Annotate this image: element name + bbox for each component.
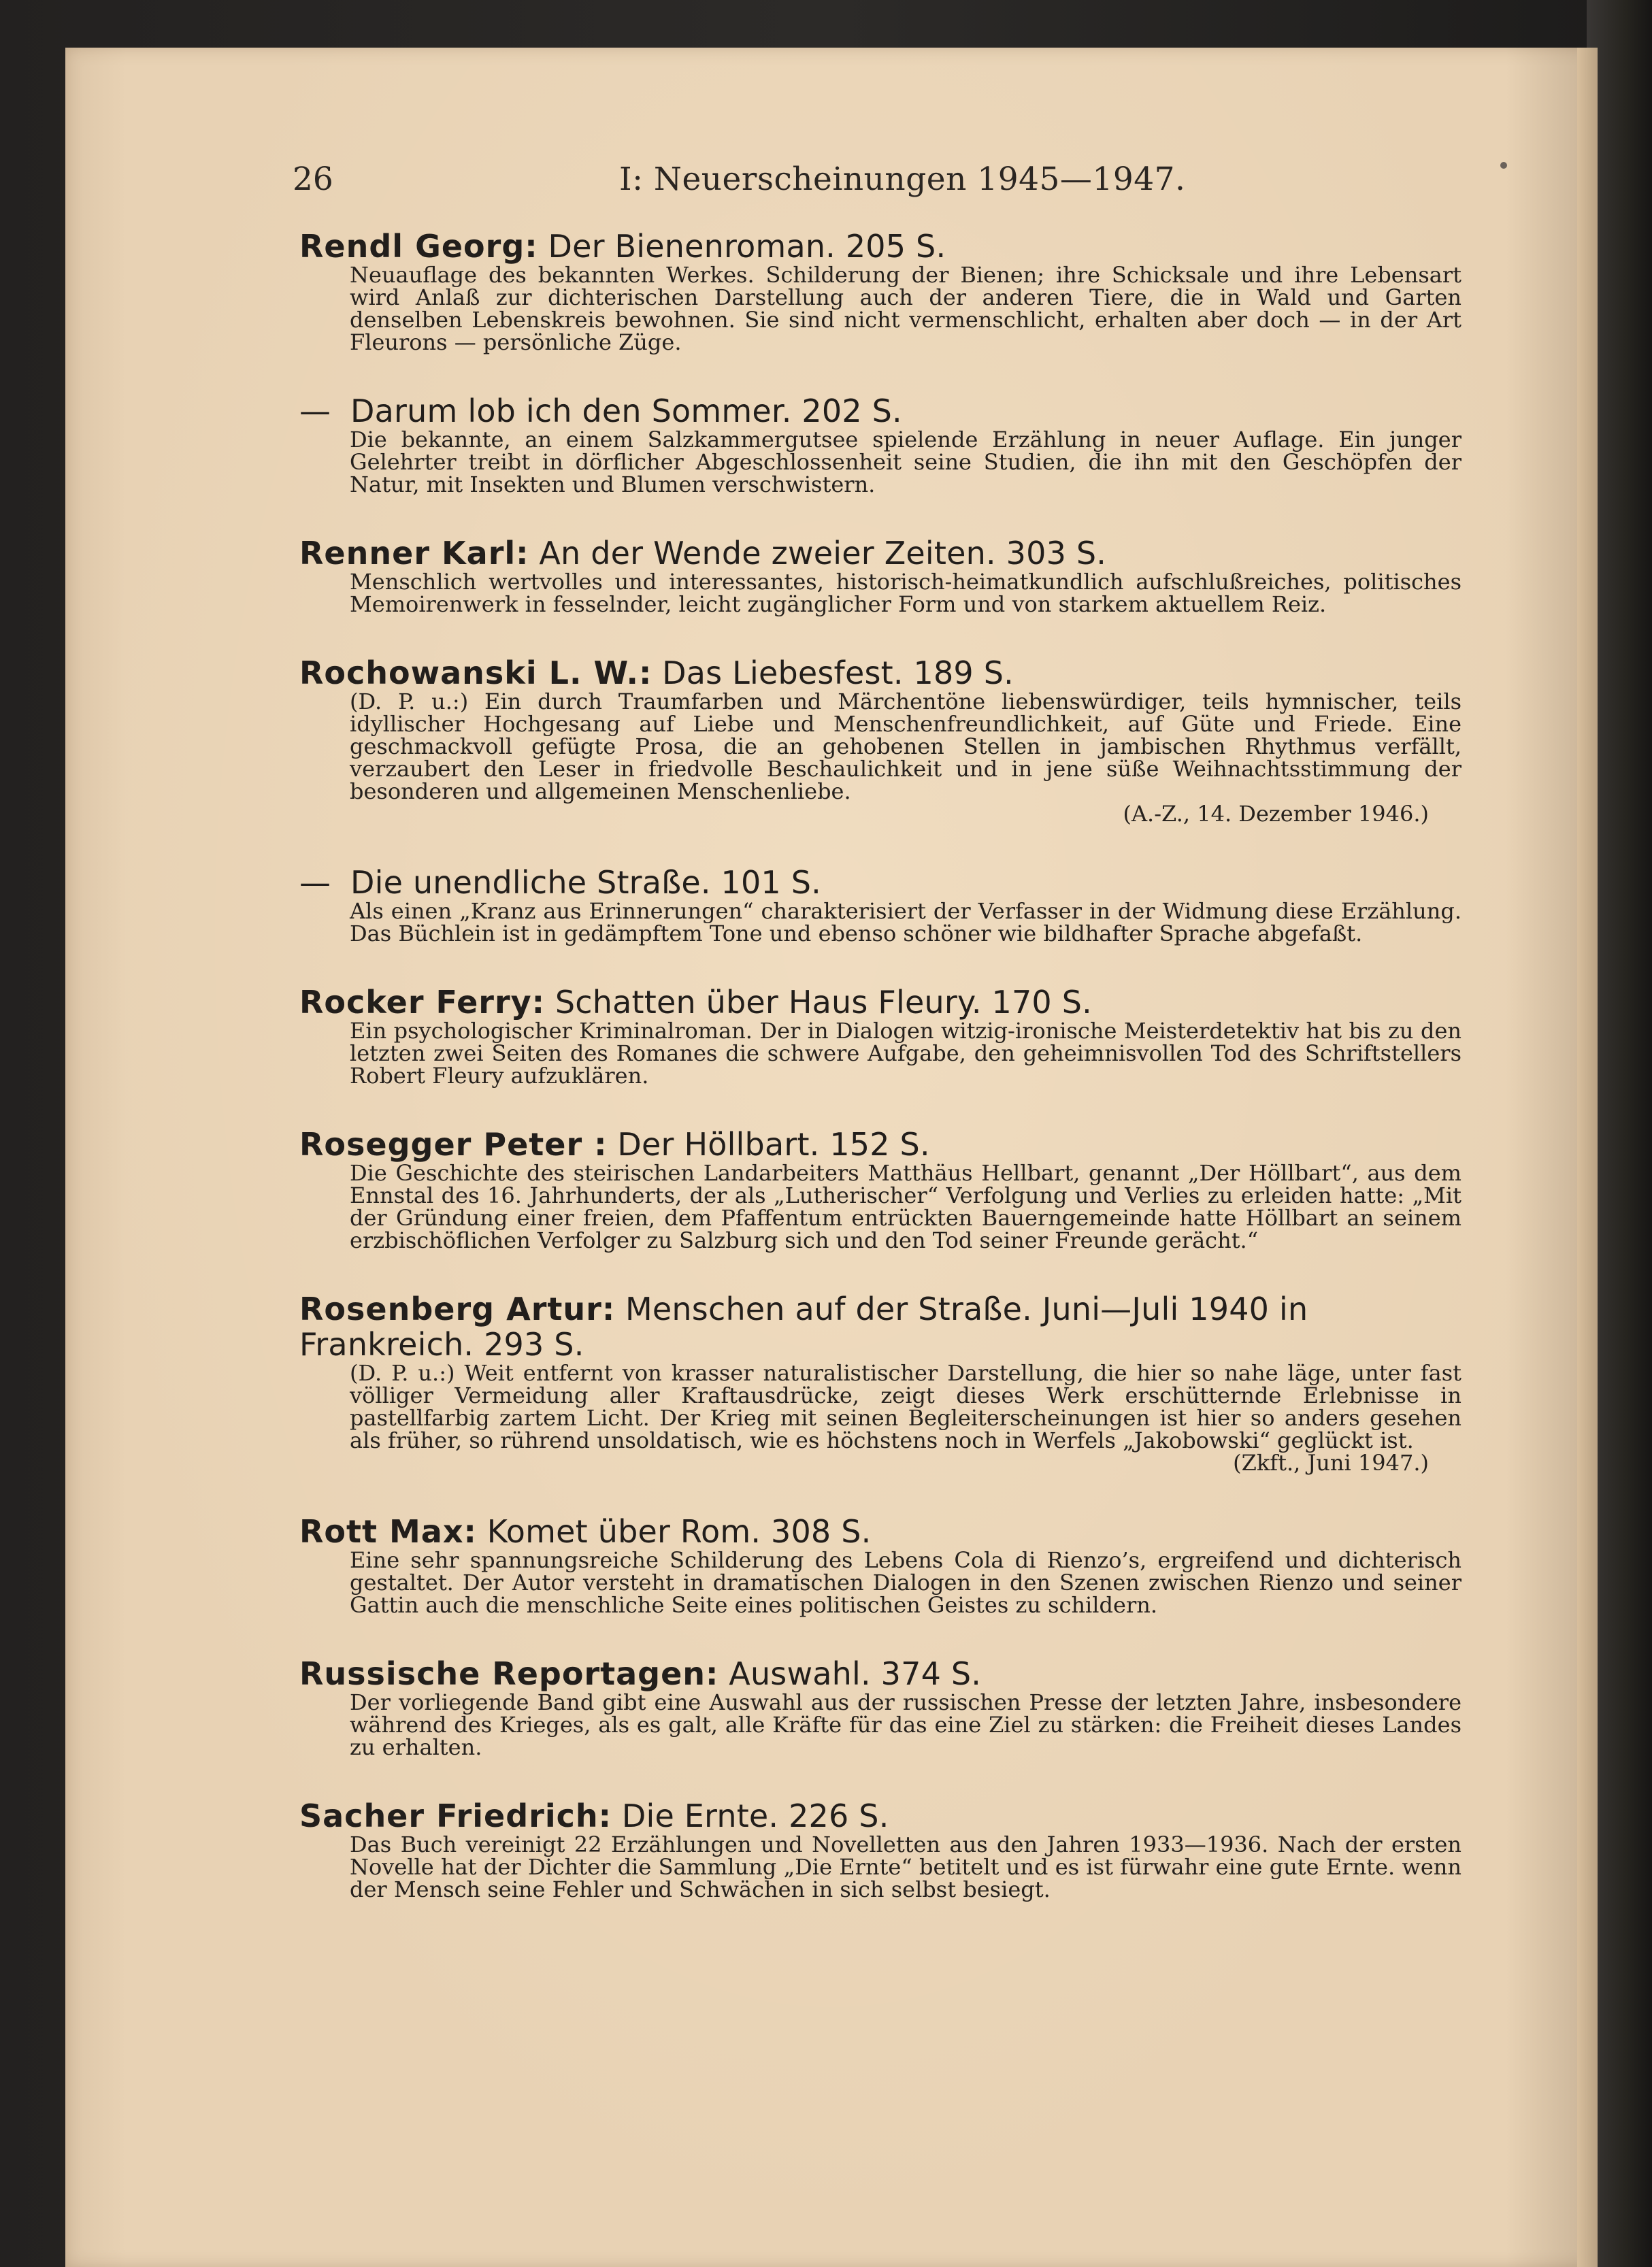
page-heading: I: Neuerscheinungen 1945—1947.: [619, 161, 1186, 198]
entry-heading: [299, 1514, 1470, 1549]
entry-description: Die Geschichte des steirischen Landarbeiters Matthäus Hellbart, genannt „Der Höllbart“, aus dem Ennstal des 16. Jahrhunderts, der als „Lutherischer“ Verfolgung und Verlies zu erleiden hatte: „Mit der Gründung einer freien, dem Pfaffentum entrückten Bauerngemeinde hatte Höllbart an seinem erzbischöflichen Verfolger zu Salzburg sich und den Tod seiner Freunde gerächt.“: [350, 1160, 1461, 1253]
entry-description: (D. P. u.:) Weit entfernt von krasser naturalistischer Darstellung, die hier so nahe läge, unter fast völliger Vermeidung aller Kraftausdrücke, zeigt dieses Werk erschütternde Erlebnisse in pastellfarbig zartem Licht. Der Krieg mit seinen Begleiterscheinungen ist hier so anders gesehen als früher, so rührend unsoldatisch, wie es höchstens noch in Werfels „Jakobowski“ geglückt ist.: [350, 1360, 1461, 1453]
entry-heading: [299, 984, 1470, 1020]
entry-list: [299, 229, 1470, 1940]
entry-title: Das Liebesfest. 189 S.: [662, 655, 1014, 691]
entry-source: (A.-Z., 14. Dezember 1946.): [1123, 801, 1429, 827]
entry: [299, 865, 1470, 945]
entry-description: Die bekannte, an einem Salzkammergutsee spielende Erzählung in neuer Auflage. Ein junger Gelehrter treibt in dörflicher Abgeschlossenheit seine Studien, die ihn mit den Geschöpfen der Natur, mit Insekten und Blumen verschwistern.: [350, 427, 1461, 497]
entry: [299, 1798, 1470, 1901]
entry-heading: [299, 535, 1470, 571]
entry-description: Ein psychologischer Kriminalroman. Der in Dialogen witzig-ironische Meisterdetektiv hat bis zu den letzten zwei Seiten des Romanes die schwere Aufgabe, den geheimnisvollen Tod des Schriftstellers Robert Fleury aufzuklären.: [350, 1018, 1461, 1089]
entry-heading: [299, 1656, 1470, 1691]
page-edge: [1577, 48, 1598, 2267]
entry-author: Rott Max:: [299, 1513, 477, 1550]
entry: [299, 1656, 1470, 1759]
entry: [299, 1514, 1470, 1617]
entry-author: Rosegger Peter :: [299, 1126, 608, 1163]
entry-heading: [299, 1291, 1470, 1362]
entry-author: Rocker Ferry:: [299, 984, 546, 1021]
entry-description: (D. P. u.:) Ein durch Traumfarben und Märchentöne liebenswürdiger, teils hymnischer, teils idyllischer Hochgesang auf Liebe und Menschenfreundlichkeit, auf Güte und Friede. Eine geschmackvoll gefügte Prosa, die an gehobenen Stellen in jambischen Rhythmus verfällt, verzaubert den Leser in friedvolle Beschaulichkeit und in jene süße Weihnachtsstimmung der besonderen und allgemeinen Menschenliebe.: [350, 689, 1461, 804]
entry-heading: [299, 1798, 1470, 1834]
entry-title: Die Ernte. 226 S.: [621, 1798, 889, 1834]
entry: [299, 1291, 1470, 1474]
ink-speck: [1500, 162, 1507, 169]
entry: [299, 655, 1470, 825]
entry-title: Menschen auf der Straße. Juni—Juli 1940 in Frankreich. 293 S.: [299, 1291, 1308, 1363]
entry-title: Darum lob ich den Sommer. 202 S.: [350, 393, 902, 429]
entry-title: An der Wende zweier Zeiten. 303 S.: [539, 535, 1107, 572]
entry-title: Auswahl. 374 S.: [729, 1655, 982, 1692]
entry: [299, 984, 1470, 1087]
entry-title: Schatten über Haus Fleury. 170 S.: [555, 984, 1092, 1021]
entry-author: Russische Reportagen:: [299, 1655, 719, 1692]
entry: [299, 1127, 1470, 1252]
entry-description: Das Buch vereinigt 22 Erzählungen und Novelletten aus den Jahren 1933—1936. Nach der ersten Novelle hat der Dichter die Sammlung „Die Ernte“ betitelt und es ist fürwahr eine gute Ernte. wenn der Mensch seine Fehler und Schwächen in sich selbst besiegt.: [350, 1832, 1461, 1902]
entry-author: Renner Karl:: [299, 535, 529, 572]
entry-heading: [299, 865, 1470, 900]
entry-heading: [299, 229, 1470, 264]
entry-heading: [299, 1127, 1470, 1162]
entry-description: Neuauflage des bekannten Werkes. Schilderung der Bienen; ihre Schicksale und ihre Lebensart wird Anlaß zur dichterischen Darstellung auch der anderen Tiere, die in Wald und Garten denselben Lebenskreis bewohnen. Sie sind nicht vermenschlicht, erhalten aber doch — in der Art Fleurons — persönliche Züge.: [350, 262, 1461, 355]
entry-title: Die unendliche Straße. 101 S.: [350, 864, 821, 901]
ditto-dash: —: [299, 393, 331, 429]
entry: [299, 535, 1470, 616]
entry-heading: [299, 393, 1470, 429]
entry: [299, 393, 1470, 496]
entry-author: Rochowanski L. W.:: [299, 655, 652, 691]
entry-description: Der vorliegende Band gibt eine Auswahl aus der russischen Presse der letzten Jahre, insbesondere während des Krieges, als es galt, alle Kräfte für das eine Ziel zu stärken: die Freiheit dieses Landes zu erhalten.: [350, 1689, 1461, 1760]
page-number: 26: [293, 161, 333, 198]
entry-source: (Zkft., Juni 1947.): [1233, 1450, 1429, 1476]
entry-title: Der Höllbart. 152 S.: [617, 1126, 930, 1163]
entry-author: Rendl Georg:: [299, 228, 538, 265]
entry-author: Sacher Friedrich:: [299, 1798, 612, 1834]
entry-description: Eine sehr spannungsreiche Schilderung des Lebens Cola di Rienzo’s, ergreifend und dichterisch gestaltet. Der Autor versteht in dramatischen Dialogen in den Szenen zwischen Rienzo und seiner Gattin auch die menschliche Seite eines politischen Geistes zu schildern.: [350, 1547, 1461, 1618]
entry: [299, 229, 1470, 354]
entry-description: Menschlich wertvolles und interessantes, historisch-heimatkundlich aufschlußreiches, politisches Memoirenwerk in fesselnder, leicht zugänglicher Form und von starkem aktuellem Reiz.: [350, 569, 1461, 617]
entry-title: Komet über Rom. 308 S.: [486, 1513, 872, 1550]
entry-author: Rosenberg Artur:: [299, 1291, 616, 1327]
entry-description: Als einen „Kranz aus Erinnerungen“ charakterisiert der Verfasser in der Widmung diese Erzählung. Das Büchlein ist in gedämpftem Tone und ebenso schöner wie bildhafter Sprache abgefaßt.: [350, 898, 1461, 946]
entry-title: Der Bienenroman. 205 S.: [548, 228, 946, 265]
entry-heading: [299, 655, 1470, 691]
ditto-dash: —: [299, 864, 331, 901]
